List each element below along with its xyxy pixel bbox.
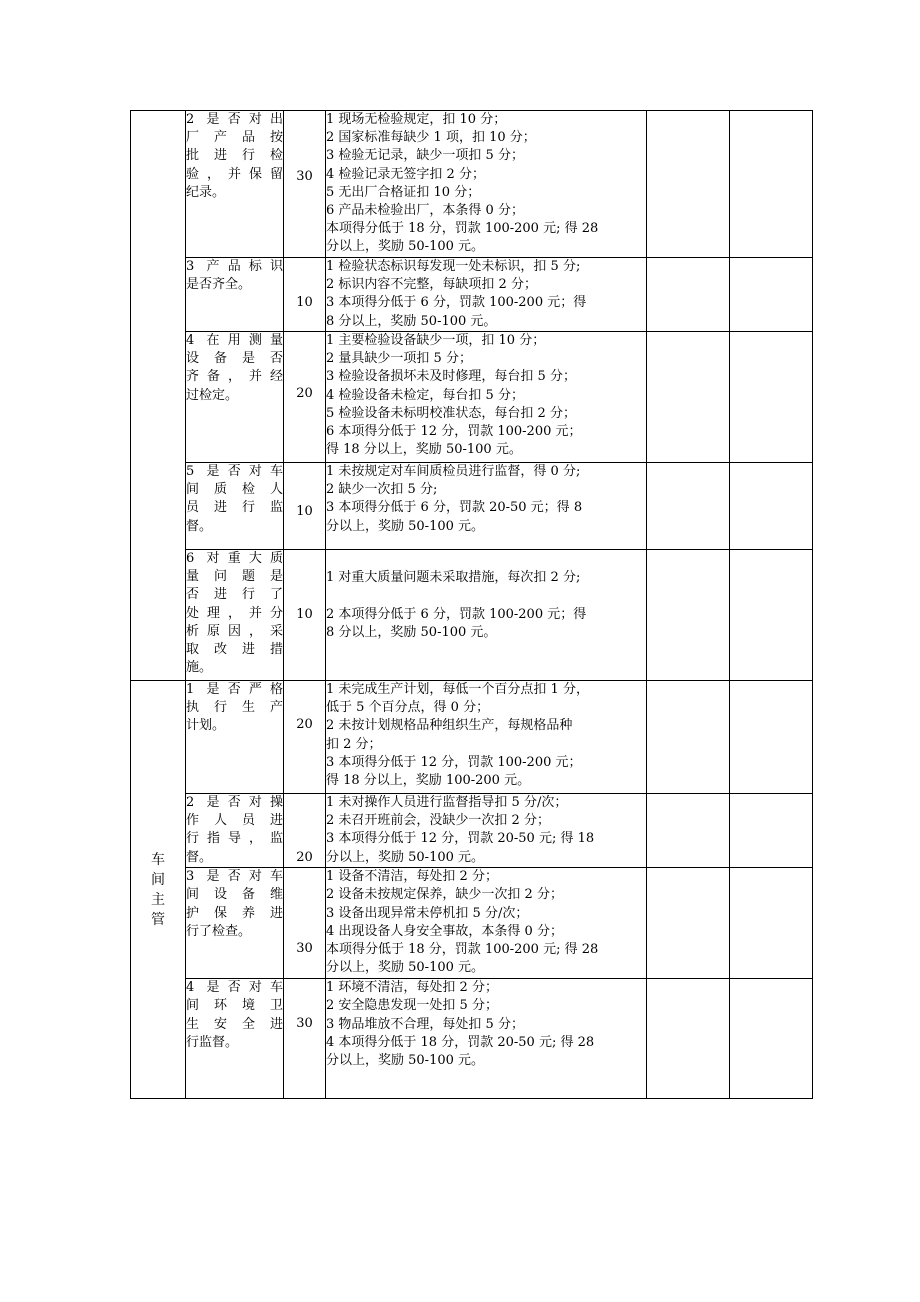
score-value: 20 [296,386,313,401]
item-line: 行监督。 [186,1034,239,1050]
item-cell [186,463,284,550]
score-value: 20 [296,717,313,732]
table-row [131,463,813,550]
item-line: 量问题是 [186,569,283,585]
criteria-line: 2 国家标准每缺少 1 项，扣 10 分； [326,130,536,146]
item-line: 执行生产 [186,700,283,716]
item-cell [186,258,284,332]
item-line: 验，并保留 [186,166,283,182]
criteria-line: 1 环境不清洁，每处扣 2 分； [326,980,498,996]
criteria-line: 本项得分低于 18 分，罚款 100-200 元; 得 28 [326,942,599,958]
item-cell [186,868,284,979]
score-cell [284,332,326,463]
criteria-line: 8 分以上，奖励 50-100 元。 [326,625,497,641]
criteria-line: 2 未按计划规格品种组织生产，每规格品种 [326,718,573,734]
score-value: 30 [296,941,313,957]
item-line: 护保养进 [186,905,283,921]
criteria-line: 1 未对操作人员进行监督指导扣 5 分/次； [326,795,568,810]
criteria-line: 4 检验设备未检定，每台扣 5 分； [326,387,524,403]
criteria-line: 1 现场无检验规定，扣 10 分； [326,112,507,127]
score-cell [284,463,326,550]
criteria-line: 本项得分低于 18 分，罚款 100-200 元; 得 28 [326,221,599,237]
criteria-line: 2 标识内容不完整，每缺项扣 2 分； [326,277,537,293]
item-line: 4 是否对车 [186,980,283,996]
criteria-line: 1 设备不清洁，每处扣 2 分； [326,869,498,885]
category-char: 车 [151,851,165,868]
empty-cell [647,550,730,681]
criteria-line: 3 检验设备损坏未及时修理，每台扣 5 分； [326,369,576,385]
criteria-line: 1 未完成生产计划，每低一个百分点扣 1 分， [326,682,589,697]
category-cell-workshop-supervisor [131,681,186,1099]
criteria-line: 分以上，奖励 50-100 元。 [326,960,485,976]
item-cell [186,550,284,681]
empty-cell [647,868,730,979]
score-cell [284,681,326,794]
criteria-line: 5 检验设备未标明校准状态，每台扣 2 分； [326,405,576,421]
item-cell [186,794,284,868]
criteria-line: 分以上，奖励 50-100 元。 [326,518,485,534]
empty-cell [647,794,730,868]
item-line: 2 是否对出 [186,112,283,127]
item-line: 取改进措 [186,642,283,658]
empty-cell [647,111,730,258]
item-line: 作人员进 [186,813,283,829]
item-line: 批进行检 [186,148,283,164]
item-cell [186,111,284,258]
score-value: 10 [296,295,313,310]
empty-cell [730,979,813,1099]
criteria-line: 2 安全隐患发现一处扣 5 分； [326,998,498,1014]
criteria-line: 分以上，奖励 50-100 元。 [326,239,485,255]
criteria-line: 3 本项得分低于 6 分，罚款 100-200 元；得 [326,295,587,311]
category-cell-blank [131,111,186,681]
criteria-line: 2 未召开班前会，没缺少一次扣 2 分； [326,813,550,829]
criteria-line: 3 物品堆放不合理，每处扣 5 分； [326,1016,524,1032]
criteria-line: 3 检验无记录，缺少一项扣 5 分； [326,148,524,164]
item-line: 是否齐全。 [186,277,252,293]
item-line: 过检定。 [186,387,239,403]
table-row [131,258,813,332]
item-line: 否进行了 [186,587,283,603]
criteria-line: 1 检验状态标识每发现一处未标识，扣 5 分; [326,259,581,274]
criteria-line: 低于 5 个百分点，得 0 分； [326,700,490,716]
item-line: 纪录。 [186,184,226,200]
criteria-line: 2 缺少一次扣 5 分; [326,482,438,498]
item-line: 员进行监 [186,500,283,516]
criteria-line: 3 设备出现异常未停机扣 5 分/次； [326,905,529,921]
empty-cell [730,111,813,258]
criteria-line: 4 检验记录无签字扣 2 分； [326,166,485,182]
empty-cell [730,463,813,550]
score-value: 20 [296,850,313,865]
score-value: 10 [296,504,313,519]
empty-cell [730,550,813,681]
item-line: 行指导，监 [186,831,283,847]
criteria-cell [326,681,647,794]
criteria-cell [326,979,647,1099]
item-line: 2 是否对操 [186,795,283,810]
item-line: 3 产品标识 [186,259,283,274]
item-cell [186,979,284,1099]
criteria-line: 3 本项得分低于 12 分，罚款 20-50 元; 得 18 [326,831,595,847]
score-cell [284,794,326,868]
criteria-line: 1 对重大质量问题未采取措施，每次扣 2 分; [326,570,581,585]
item-line: 3 是否对车 [186,869,283,885]
score-cell [284,258,326,332]
assessment-table [130,110,813,1099]
item-line: 施。 [186,660,213,676]
criteria-cell [326,332,647,463]
table-row [131,550,813,681]
item-line: 设备是否 [186,351,283,367]
criteria-cell [326,258,647,332]
item-cell [186,332,284,463]
item-line: 生安全进 [186,1016,283,1032]
item-line: 1 是否严格 [186,682,283,697]
item-line: 间环境卫 [186,998,283,1014]
item-line: 5 是否对车 [186,464,283,479]
category-char: 主 [151,891,165,908]
item-line: 6 对重大质 [186,551,283,566]
empty-cell [730,681,813,794]
item-line: 督。 [186,849,213,865]
item-line: 间质检人 [186,482,283,498]
item-line: 处理，并分 [186,605,283,621]
criteria-line: 3 本项得分低于 12 分，罚款 100-200 元； [326,754,582,770]
criteria-cell [326,794,647,868]
item-line: 行了检查。 [186,923,252,939]
score-cell [284,550,326,681]
criteria-line: 得 18 分以上，奖励 50-100 元。 [326,442,522,458]
item-cell [186,681,284,794]
item-line: 计划。 [186,718,226,734]
empty-cell [647,332,730,463]
item-line: 间设备维 [186,887,283,903]
criteria-line: 1 未按规定对车间质检员进行监督，得 0 分; [326,464,581,479]
score-value: 30 [296,169,313,184]
item-line: 督。 [186,518,213,534]
empty-cell [730,332,813,463]
criteria-line: 8 分以上，奖励 50-100 元。 [326,313,497,329]
criteria-line: 4 出现设备人身安全事故，本条得 0 分； [326,923,563,939]
criteria-line: 分以上，奖励 50-100 元。 [326,849,485,865]
criteria-line: 2 本项得分低于 6 分，罚款 100-200 元；得 [326,607,587,623]
empty-cell [730,258,813,332]
table-row [131,868,813,979]
criteria-cell [326,463,647,550]
criteria-line: 扣 2 分； [326,736,382,752]
score-value: 10 [296,607,313,622]
item-line: 厂产品按 [186,130,283,146]
empty-cell [647,258,730,332]
item-line: 4 在用测量 [186,333,283,348]
criteria-cell [326,868,647,979]
table-row [131,111,813,258]
score-cell [284,111,326,258]
criteria-cell [326,550,647,681]
table-row [131,794,813,868]
criteria-line: 分以上，奖励 50-100 元。 [326,1053,485,1069]
criteria-line: 得 18 分以上，奖励 100-200 元。 [326,773,531,789]
criteria-line: 6 本项得分低于 12 分，罚款 100-200 元； [326,424,582,440]
criteria-line: 2 量具缺少一项扣 5 分； [326,351,472,367]
criteria-line: 3 本项得分低于 6 分，罚款 20-50 元；得 8 [326,500,583,516]
item-line: 析原因，采 [186,623,283,639]
criteria-line: 4 本项得分低于 18 分，罚款 20-50 元; 得 28 [326,1034,595,1050]
criteria-line: 6 产品未检验出厂，本条得 0 分； [326,203,524,219]
empty-cell [730,868,813,979]
criteria-line: 1 主要检验设备缺少一项，扣 10 分； [326,333,546,348]
criteria-line: 2 设备未按规定保养，缺少一次扣 2 分； [326,887,563,903]
table-row [131,332,813,463]
empty-cell [730,794,813,868]
empty-cell [647,681,730,794]
table-row [131,681,813,794]
criteria-cell [326,111,647,258]
empty-cell [647,979,730,1099]
criteria-line: 5 无出厂合格证扣 10 分； [326,184,481,200]
score-value: 30 [296,1016,313,1032]
category-char: 管 [151,911,165,928]
score-cell [284,979,326,1099]
empty-cell [647,463,730,550]
score-cell [284,868,326,979]
table-row [131,979,813,1099]
item-line: 齐备，并经 [186,369,283,385]
category-char: 间 [151,871,165,888]
